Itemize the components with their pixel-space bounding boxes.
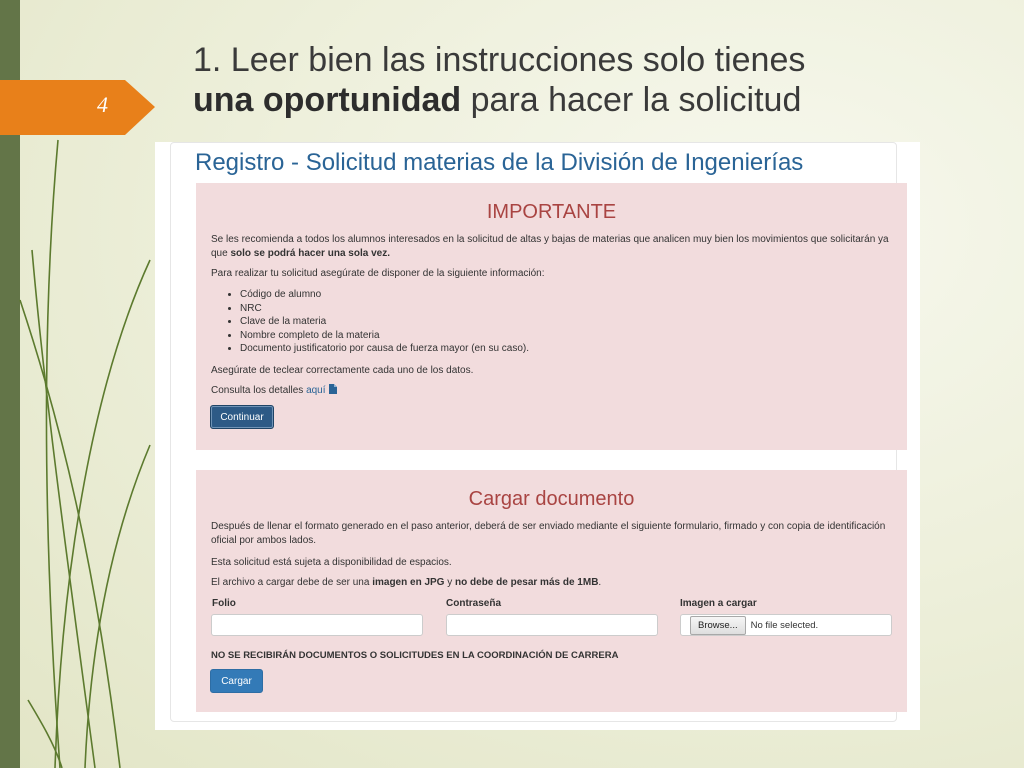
folio-label: Folio (212, 598, 236, 609)
cargar-text-2: Esta solicitud está sujeta a disponibilidad de espacios. (211, 557, 452, 568)
slide-title-bold: una oportunidad (193, 81, 462, 119)
folio-input[interactable] (211, 614, 423, 636)
importante-heading: IMPORTANTE (486, 201, 617, 223)
intro-bold: solo se podrá hacer una sola vez. (230, 247, 390, 259)
password-label: Contraseña (446, 598, 502, 609)
slide-title-part1: 1. Leer bien las instrucciones solo tienes (193, 41, 806, 79)
slide-title (193, 40, 993, 120)
cargar-text-1: Después de llenar el formato generado en el paso anterior, deberá de ser enviado mediante el siguiente formulario, firmado y con copia de identificación oficial por ambos lados. (211, 521, 886, 546)
slide-number: 4 (97, 92, 108, 117)
slide-number-tab (0, 80, 155, 135)
image-file-input[interactable] (680, 614, 892, 636)
list-item: • Documento justificatorio por causa de fuerza mayor (en su caso). (240, 342, 529, 356)
cargar-panel (196, 470, 907, 712)
importante-intro: Se les recomienda a todos los alumnos interesados en la solicitud de altas y bajas de materias que analicen muy bien los movimientos que solicitarán ya que solo se podrá hacer una sola vez. (211, 234, 889, 259)
importante-panel (196, 183, 907, 450)
list-item: • NRC (240, 302, 529, 316)
check-text: Asegúrate de teclear correctamente cada uno de los datos. (211, 365, 474, 376)
list-item: • Código de alumno (240, 288, 529, 302)
page-frame (170, 142, 897, 722)
info-text: Para realizar tu solicitud asegúrate de disponer de la siguiente información: (211, 268, 545, 279)
browse-button[interactable]: Browse... (690, 616, 746, 635)
list-item: • Nombre completo de la materia (240, 329, 529, 343)
cargar-heading: Cargar documento (468, 488, 635, 510)
no-file-text: No file selected. (750, 619, 819, 631)
page-title: Registro - Solicitud materias de la División de Ingenierías (195, 149, 804, 176)
continue-button[interactable]: Continuar (210, 405, 274, 429)
details-line: Consulta los detalles aquí (211, 384, 891, 399)
cargar-text-3: El archivo a cargar debe de ser una imagen en JPG y no debe de pesar más de 1MB. (211, 577, 602, 588)
document-icon[interactable] (329, 384, 337, 399)
image-label: Imagen a cargar (680, 598, 757, 609)
screenshot-container (155, 142, 920, 730)
slide-title-part2: para hacer la solicitud (461, 81, 802, 119)
password-input[interactable] (446, 614, 658, 636)
details-link[interactable]: aquí (306, 385, 326, 396)
cargar-button[interactable]: Cargar (210, 669, 263, 693)
list-item: • Clave de la materia (240, 315, 529, 329)
notice-text: NO SE RECIBIRÁN DOCUMENTOS O SOLICITUDES EN LA COORDINACIÓN DE CARRERA (211, 650, 619, 661)
requirements-list (226, 288, 529, 356)
